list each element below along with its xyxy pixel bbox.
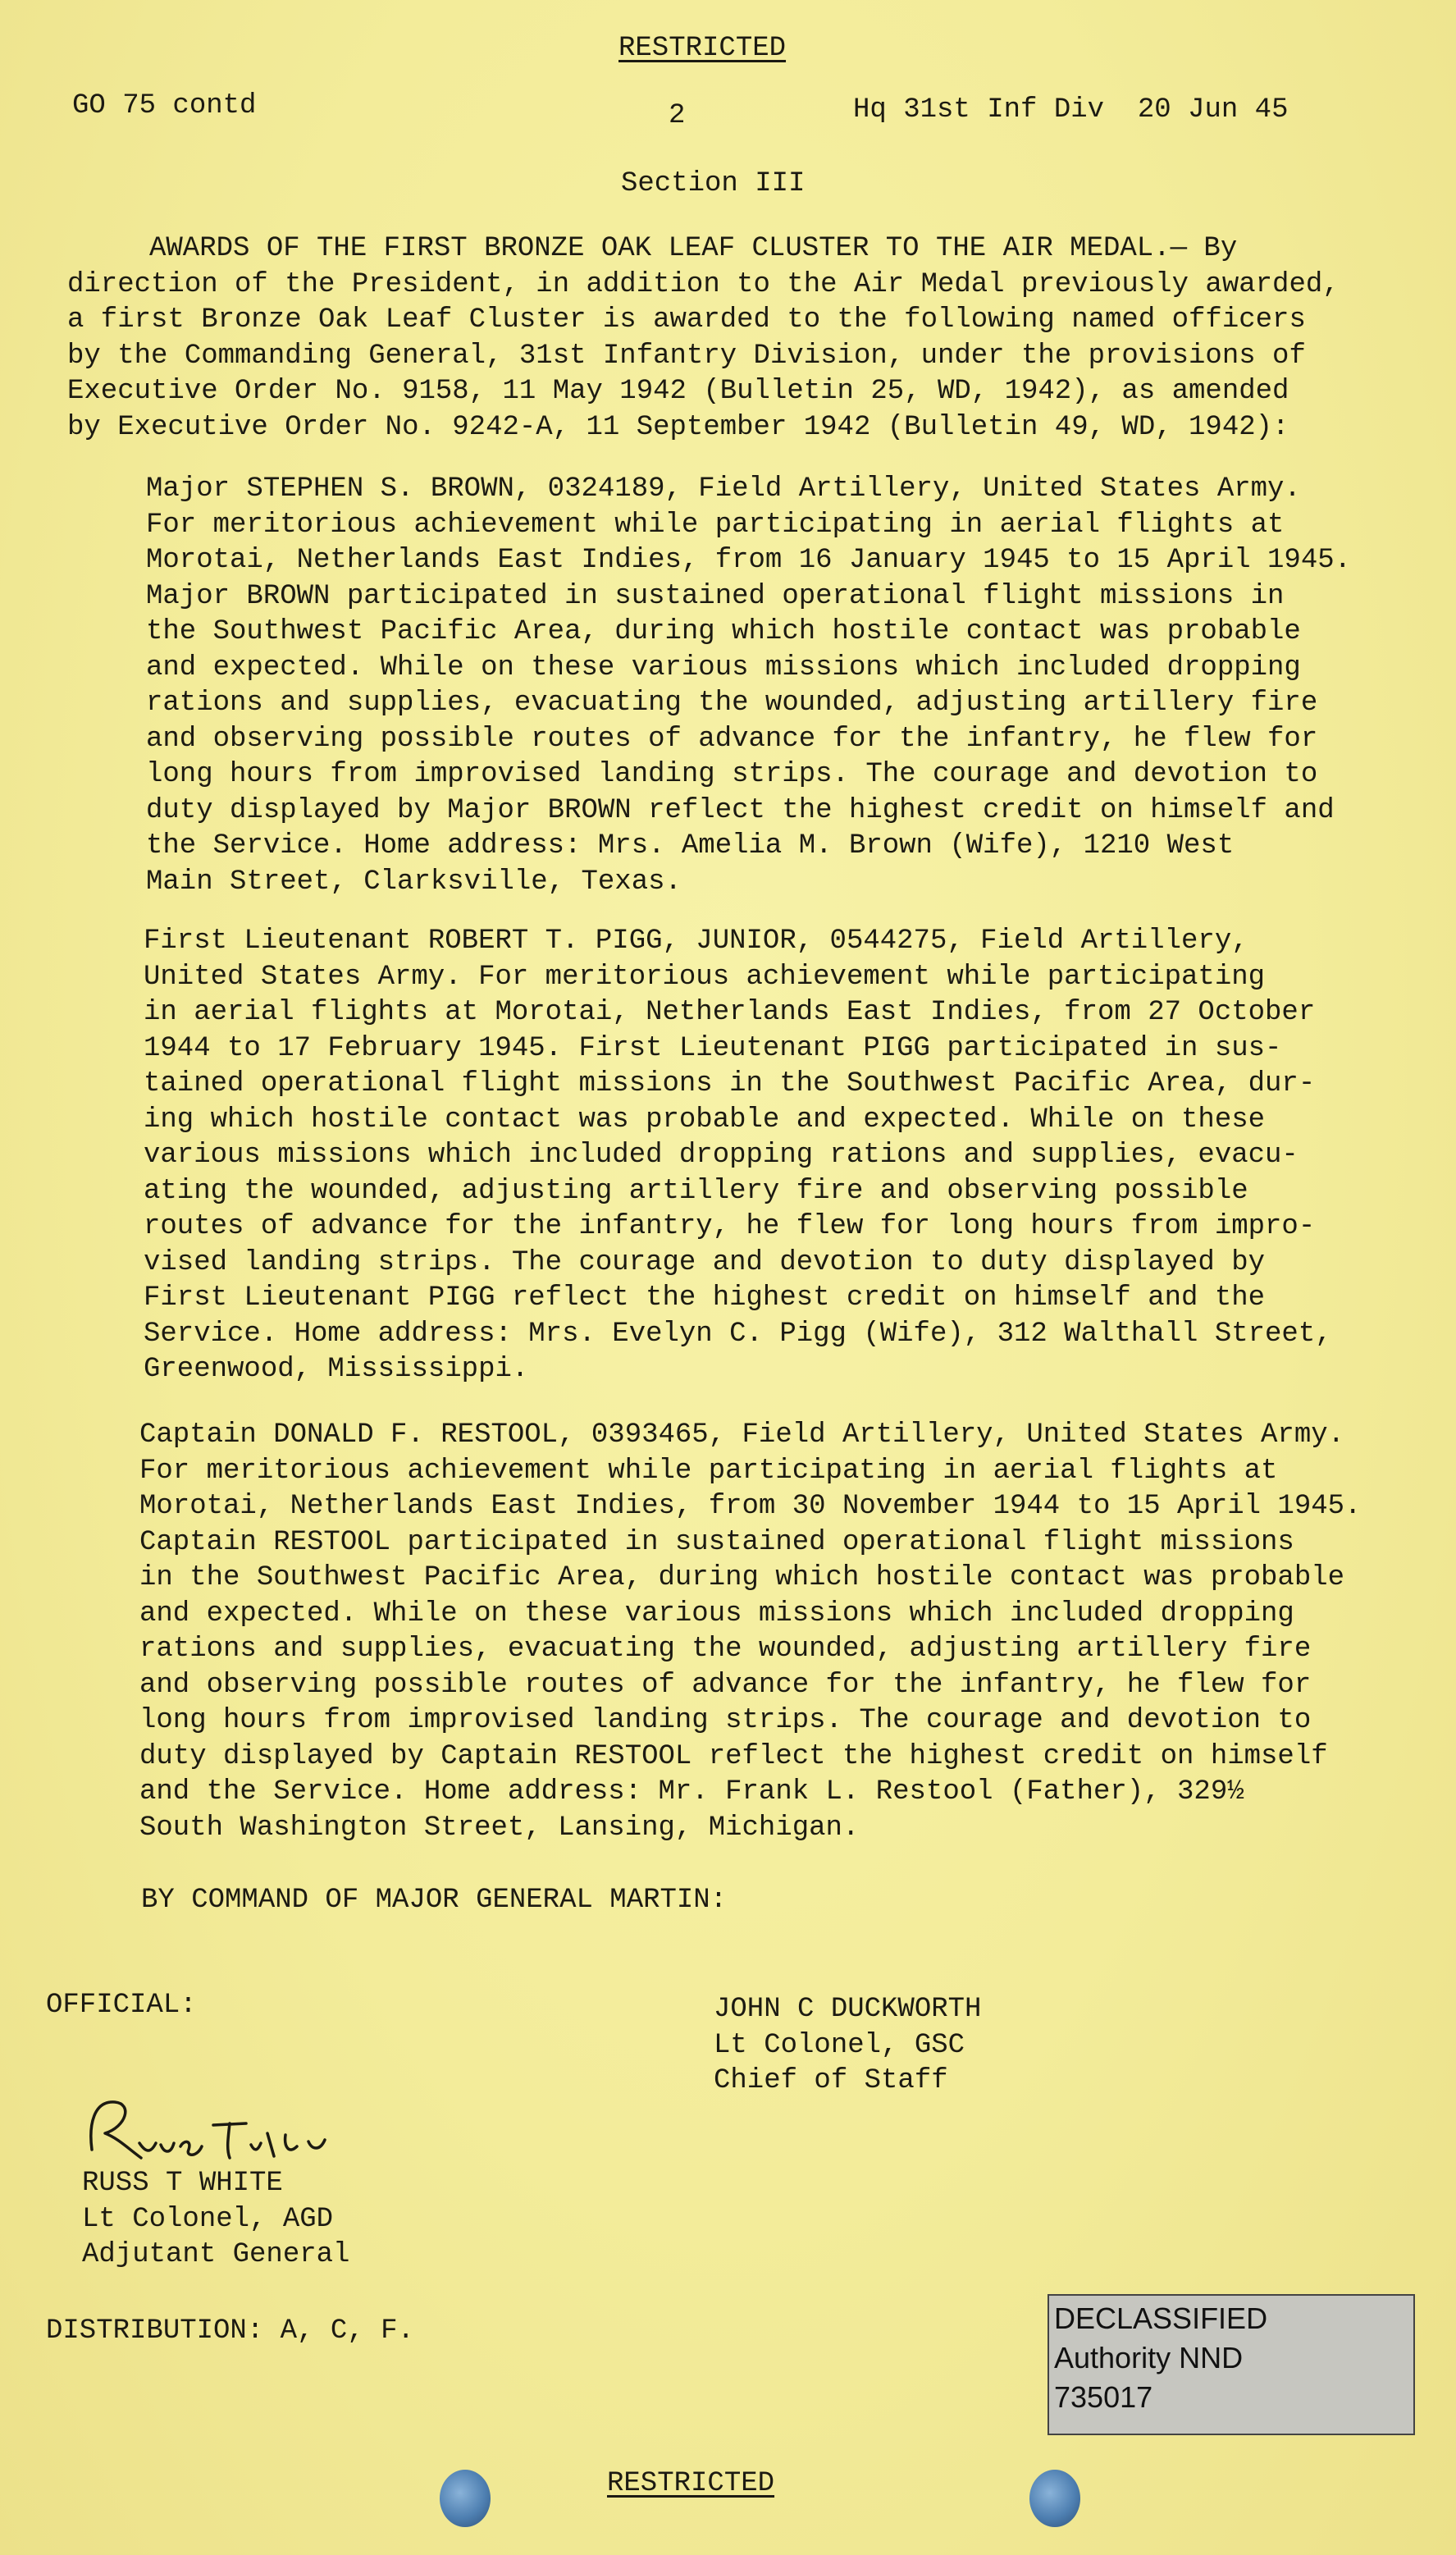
citation-line: Morotai, Netherlands East Indies, from 30 November 1944 to 15 April 1945. (139, 1491, 1362, 1522)
punch-hole-right (1029, 2470, 1080, 2527)
chief-of-staff-block (714, 1992, 981, 2100)
page-number: 2 (669, 100, 686, 131)
citation-line: First Lieutenant ROBERT T. PIGG, JUNIOR, 0544275, Field Artillery, (144, 926, 1248, 957)
citation-line: tained operational flight missions in the Southwest Pacific Area, dur- (144, 1068, 1316, 1099)
citation-pigg (144, 924, 1332, 1388)
intro-line: AWARDS OF THE FIRST BRONZE OAK LEAF CLUSTER TO THE AIR MEDAL.— By (149, 233, 1238, 264)
citation-line: Captain DONALD F. RESTOOL, 0393465, Field Artillery, United States Army. (139, 1419, 1345, 1451)
adjutant-block (82, 2166, 349, 2274)
citation-line: and expected. While on these various missions which included dropping (146, 651, 1301, 683)
citation-line: Greenwood, Mississippi. (144, 1354, 529, 1385)
citation-line: and expected. While on these various missions which included dropping (139, 1597, 1294, 1629)
adjutant-name: RUSS T WHITE (82, 2168, 283, 2199)
distribution-line: DISTRIBUTION: A, C, F. (46, 2315, 414, 2347)
citation-line: duty displayed by Major BROWN reflect the highest credit on himself and (146, 794, 1335, 826)
classification-top: RESTRICTED (618, 33, 787, 64)
order-reference: GO 75 contd (72, 90, 257, 121)
citation-line: United States Army. For meritorious achievement while participating (144, 961, 1266, 993)
citation-line: rations and supplies, evacuating the wounded, adjusting artillery fire (146, 688, 1318, 719)
citation-line: ating the wounded, adjusting artillery fire and observing possible (144, 1175, 1248, 1207)
command-line: BY COMMAND OF MAJOR GENERAL MARTIN: (141, 1885, 728, 1916)
chief-of-staff-name: JOHN C DUCKWORTH (714, 1994, 982, 2025)
citation-line: in aerial flights at Morotai, Netherlands East Indies, from 27 October (144, 997, 1316, 1028)
citation-line: 1944 to 17 February 1945. First Lieutenant PIGG participated in sus- (144, 1032, 1282, 1064)
intro-line: Executive Order No. 9158, 11 May 1942 (Bulletin 25, WD, 1942), as amended (67, 376, 1289, 407)
intro-line: direction of the President, in addition to the Air Medal previously awarded, (67, 268, 1340, 300)
citation-line: For meritorious achievement while participating in aerial flights at (139, 1455, 1278, 1487)
citation-line: vised landing strips. The courage and devotion to duty displayed by (144, 1246, 1266, 1278)
section-heading: Section III (621, 168, 806, 199)
citation-line: and the Service. Home address: Mr. Frank L. Restool (Father), 329½ (139, 1776, 1244, 1808)
citation-line: long hours from improvised landing strips. The courage and devotion to (146, 759, 1318, 790)
punch-hole-left (440, 2470, 491, 2527)
citation-restool (139, 1418, 1361, 1846)
citation-line: duty displayed by Captain RESTOOL reflect the highest credit on himself (139, 1740, 1328, 1772)
stamp-line: DECLASSIFIED (1054, 2301, 1268, 2335)
citation-line: First Lieutenant PIGG reflect the highest credit on himself and the (144, 1282, 1266, 1314)
citation-line: Major BROWN participated in sustained operational flight missions in (146, 580, 1285, 612)
intro-line: by the Commanding General, 31st Infantry Division, under the provisions of (67, 340, 1306, 372)
citation-line: the Southwest Pacific Area, during which hostile contact was probable (146, 616, 1301, 647)
stamp-line: 735017 (1054, 2380, 1153, 2414)
citation-line: and observing possible routes of advance for the infantry, he flew for (139, 1669, 1312, 1701)
adjutant-title: Adjutant General (82, 2239, 350, 2270)
citation-line: Major STEPHEN S. BROWN, 0324189, Field Artillery, United States Army. (146, 473, 1301, 505)
citation-line: various missions which included dropping rations and supplies, evacu- (144, 1140, 1299, 1171)
intro-line: a first Bronze Oak Leaf Cluster is awarded to the following named officers (67, 304, 1306, 336)
citation-line: Morotai, Netherlands East Indies, from 16 January 1945 to 15 April 1945. (146, 545, 1352, 576)
citation-line: ing which hostile contact was probable and expected. While on these (144, 1104, 1266, 1136)
declassified-stamp (1047, 2294, 1415, 2435)
intro-line: by Executive Order No. 9242-A, 11 September 1942 (Bulletin 49, WD, 1942): (67, 411, 1289, 443)
citation-line: Main Street, Clarksville, Texas. (146, 866, 682, 898)
classification-bottom: RESTRICTED (607, 2468, 775, 2499)
citation-line: For meritorious achievement while participating in aerial flights at (146, 509, 1285, 541)
citation-line: and observing possible routes of advance for the infantry, he flew for (146, 723, 1318, 755)
citation-line: the Service. Home address: Mrs. Amelia M. Brown (Wife), 1210 West (146, 830, 1235, 862)
citation-brown (146, 472, 1351, 900)
citation-line: in the Southwest Pacific Area, during which hostile contact was probable (139, 1562, 1345, 1593)
citation-line: Captain RESTOOL participated in sustained operational flight missions (139, 1526, 1294, 1558)
citation-line: long hours from improvised landing strips. The courage and devotion to (139, 1705, 1312, 1736)
adjutant-signature (82, 2092, 394, 2174)
headquarters-line: Hq 31st Inf Div 20 Jun 45 (853, 94, 1289, 126)
adjutant-rank: Lt Colonel, AGD (82, 2203, 334, 2235)
citation-line: South Washington Street, Lansing, Michigan. (139, 1812, 860, 1844)
chief-of-staff-title: Chief of Staff (714, 2065, 948, 2096)
official-label: OFFICIAL: (46, 1990, 197, 2021)
citation-line: Service. Home address: Mrs. Evelyn C. Pigg (Wife), 312 Walthall Street, (144, 1318, 1332, 1350)
stamp-line: Authority NND (1054, 2341, 1244, 2374)
intro-paragraph (67, 231, 1340, 446)
chief-of-staff-rank: Lt Colonel, GSC (714, 2029, 965, 2061)
citation-line: rations and supplies, evacuating the wounded, adjusting artillery fire (139, 1634, 1312, 1665)
citation-line: routes of advance for the infantry, he flew for long hours from impro- (144, 1211, 1316, 1242)
